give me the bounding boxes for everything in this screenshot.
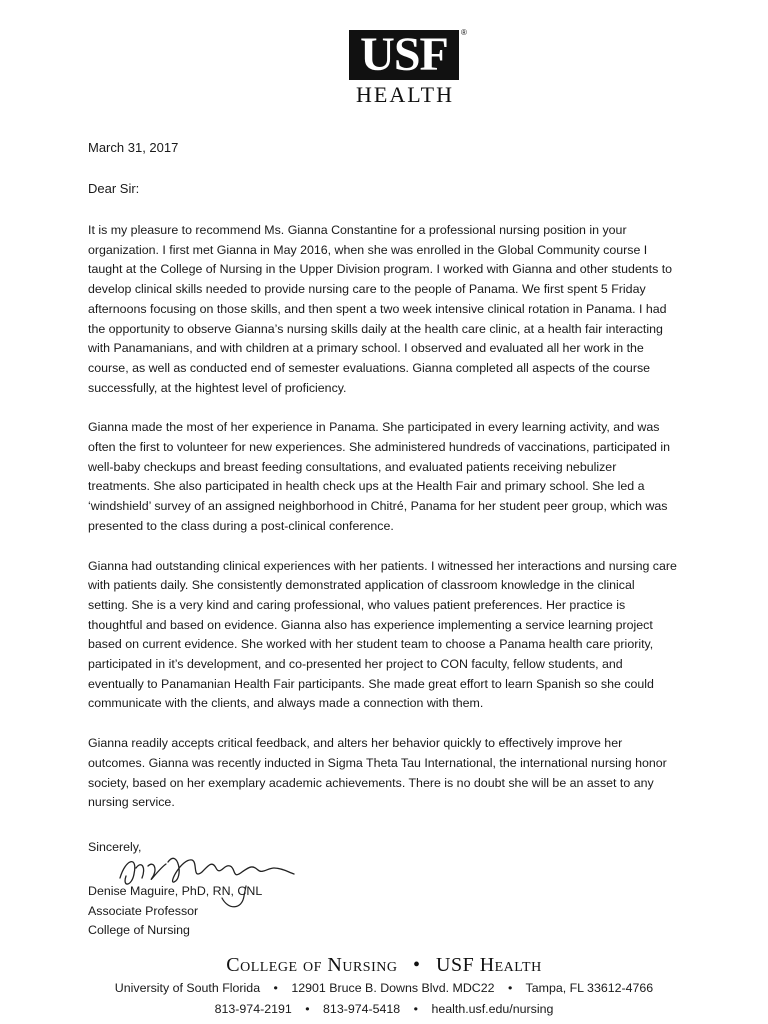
body-paragraph: Gianna readily accepts critical feedback, and alters her behavior quickly to effectively improve her outcomes. Gianna was recently inducted in Sigma Theta Tau International, the international nursing honor society, based on her exemplary academic achievements. There is no doubt she will be an asset to any nursing service. xyxy=(88,736,667,810)
letter-body xyxy=(88,221,678,833)
signer-name: Denise Maguire, PhD, RN, CNL xyxy=(88,884,263,898)
footer-title xyxy=(0,954,768,977)
body-paragraph: Gianna made the most of her experience in Panama. She participated in every learning activity, and was often the first to volunteer for new experiences. She administered hundreds of vaccinations, participated in well-baby checkups and breast feeding consultations, and evaluated patients receiving nebulizer treatments. She also participated in health check ups at the Health Fair and primary school. She led a ‘windshield’ survey of an assigned neighborhood in Chitré, Panama for her student peer group, which was presented to the class during a post-clinical conference. xyxy=(88,420,671,533)
footer-separator: • xyxy=(507,981,513,995)
footer-fax: 813-974-5418 xyxy=(323,1001,401,1016)
logo-wordmark: USF xyxy=(349,30,459,80)
footer-address xyxy=(0,979,768,998)
footer-separator: • xyxy=(305,1001,310,1016)
footer-website: health.usf.edu/nursing xyxy=(431,1001,554,1016)
signer-title: Associate Professor xyxy=(88,903,199,918)
usf-health-logo xyxy=(349,28,467,108)
closing: Sincerely, xyxy=(88,840,142,854)
body-paragraph: Gianna had outstanding clinical experiences with her patients. I witnessed her interactions and nursing care with patients daily. She consistently demonstrated application of classroom knowledge in the clinical setting. She is a very kind and caring professional, who values patient preferences. Her practice is thoughtful and based on evidence. Gianna also has experience implementing a service learning project based on current evidence. She worked with her student team to choose a Panama health care priority, participated in it’s development, and co-presented her project to CON faculty, fellow students, and eventually to Panamanian Health Fair participants. She made great effort to learn Spanish so she could communicate with the clients, and always made a connection with them. xyxy=(88,558,677,711)
footer-phone: 813-974-2191 xyxy=(214,1001,292,1016)
footer-org-name: USF Health xyxy=(436,954,542,976)
signer-department: College of Nursing xyxy=(88,923,190,937)
letter-date: March 31, 2017 xyxy=(88,140,179,155)
footer-city: Tampa, FL 33612-4766 xyxy=(525,981,654,995)
footer-separator: • xyxy=(273,981,278,995)
footer-contact xyxy=(0,1000,768,1019)
registered-mark: ® xyxy=(461,28,467,37)
letterhead-footer xyxy=(0,954,768,1018)
footer-college-name: College of Nursing xyxy=(226,954,398,976)
salutation: Dear Sir: xyxy=(88,181,140,196)
footer-street: 12901 Bruce B. Downs Blvd. MDC22 xyxy=(291,981,495,995)
footer-university: University of South Florida xyxy=(114,981,261,995)
footer-separator: • xyxy=(413,1001,418,1016)
logo-subtitle: HEALTH xyxy=(356,82,454,107)
footer-separator: • xyxy=(412,954,421,976)
body-paragraph: It is my pleasure to recommend Ms. Gianna Constantine for a professional nursing position in your organization. I first met Gianna in May 2016, when she was enrolled in the Global Community course I taught at the College of Nursing in the Upper Division program. I worked with Gianna and other students to develop clinical skills needed to provide nursing care to the people of Panama. We first spent 5 Friday afternoons focusing on those skills, and then spent a two week intensive clinical rotation in Panama. I had the opportunity to observe Gianna’s nursing skills daily at the health care clinic, at a health fair interacting with Panamanians, and with children at a primary school. I observed and evaluated all her work in the course, as well as conducted end of semester evaluations. Gianna completed all aspects of the course successfully, at the hightest level of proficiency. xyxy=(88,223,673,395)
signature-block xyxy=(88,882,262,941)
